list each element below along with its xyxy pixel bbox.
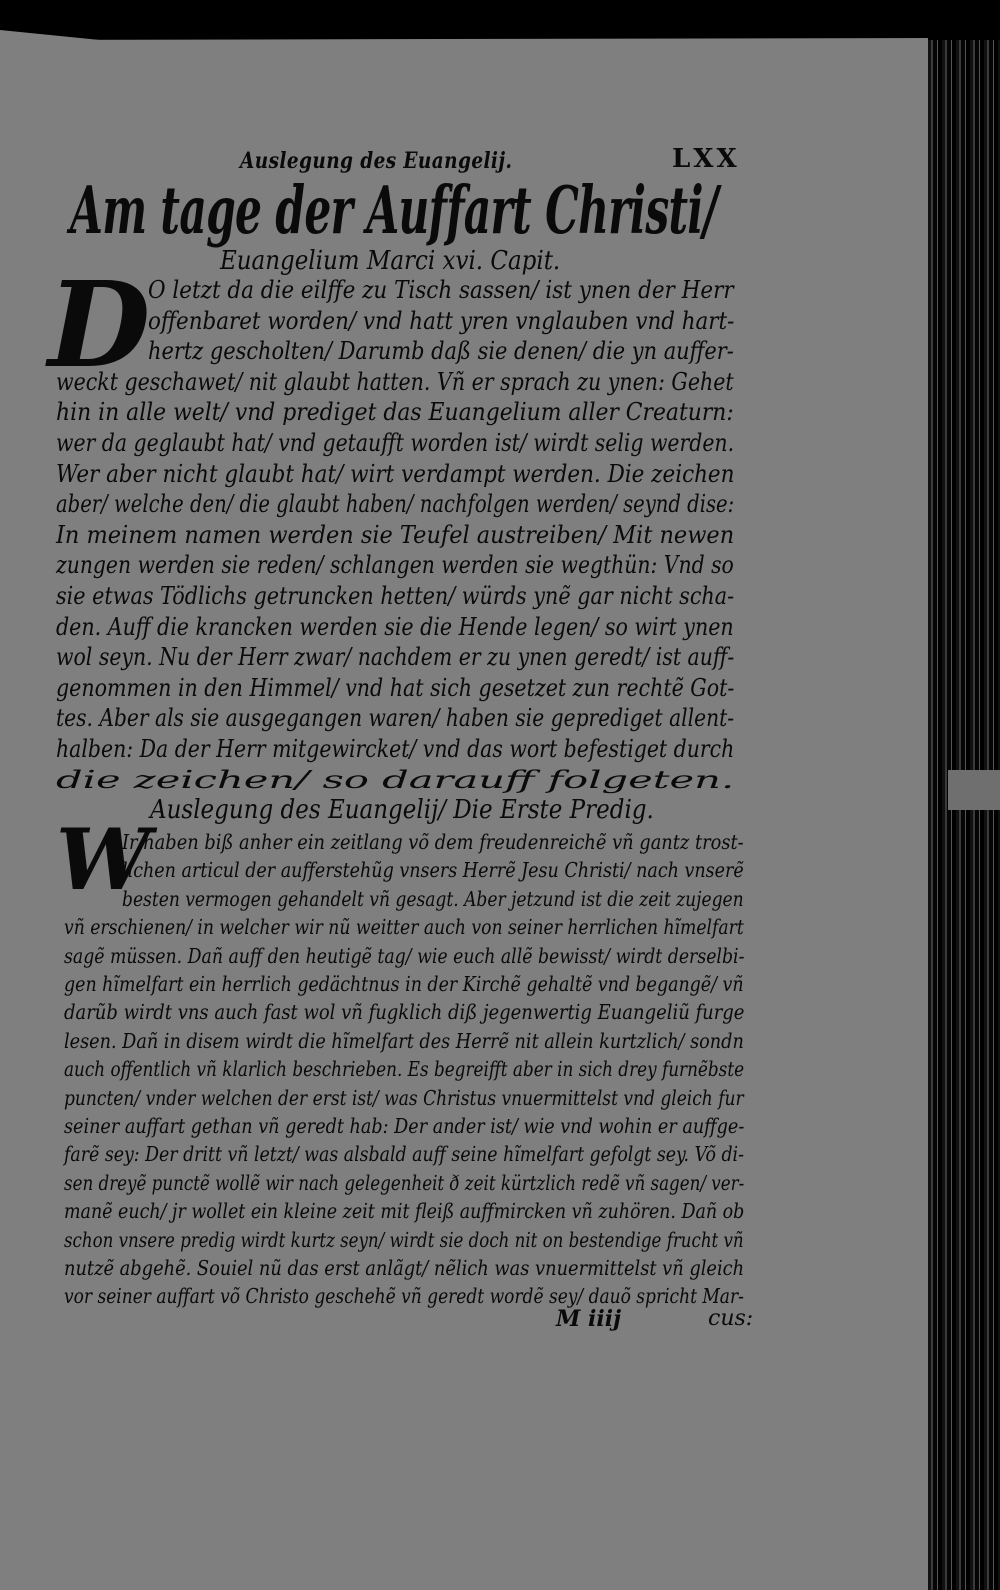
page-block-highlight — [948, 770, 1000, 810]
gospel-line: aber/ welche den/ die glaubt haben/ nachfolgen werden/ seynd dise: — [56, 490, 735, 519]
sermon-line: puncten/ vnder welchen der erst ist/ was Christus vnuermittelst vnd gleich fur — [64, 1085, 744, 1110]
sermon-line: vñ erschienen/ in welcher wir nũ weitter auch von seiner herrlichen hĩmelfart — [64, 915, 744, 940]
sermon-line: auch offentlich vñ klarlich beschrieben. Es begreifft aber in sich drey furnẽbste — [64, 1057, 745, 1082]
sermon-initial: W — [56, 810, 151, 909]
sermon-line: sagẽ müssen. Dañ auff den heutigẽ tag/ wie euch allẽ bewisst/ wirdt derselbi- — [64, 943, 745, 968]
gospel-line: tes. Aber als sie ausgegangen waren/ haben sie geprediget allent- — [56, 704, 735, 733]
gospel-line: weckt geschawet/ nit glaubt hatten. Vñ er sprach zu ynen: Gehet — [56, 367, 734, 396]
sermon-line: manẽ euch/ jr wollet ein kleine zeit mit fleiß auffmircken vñ zuhören. Dañ ob — [64, 1199, 745, 1224]
sermon-line: lesen. Dañ in disem wirdt die hĩmelfart des Herrẽ nit allein kurtzlich/ sondn — [64, 1028, 744, 1053]
gospel-line: In meinem namen werden sie Teufel austreiben/ Mit newen — [56, 520, 735, 549]
gospel-line: den. Auff die krancken werden sie die Hende legen/ so wirt ynen — [56, 612, 734, 641]
sermon-line: lichen articul der aufferstehũg vnsers Herrẽ Jesu Christi/ nach vnserẽ — [122, 858, 744, 883]
sermon-heading: Auslegung des Euangelij/ Die Erste Predig. — [150, 795, 654, 825]
sermon-line: schon vnsere predig wirdt kurtz seyn/ wirdt sie doch nit on bestendige frucht vñ — [64, 1227, 744, 1252]
signature-mark: M iiij — [556, 1306, 622, 1332]
sermon-line: Ir haben biß anher ein zeitlang võ dem freudenreichẽ vñ gantz trost- — [122, 830, 744, 854]
gospel-reference: Euangelium Marci xvi. Capit. — [220, 246, 561, 276]
sermon-line: seiner auffart gethan vñ geredt hab: Der ander ist/ wie vnd wohin er auffge- — [64, 1114, 745, 1138]
page-block-edge — [928, 40, 1000, 1590]
sermon-line: vor seiner auffart võ Christo geschehẽ vñ geredt wordẽ sey/ dauõ spricht Mar- — [64, 1284, 744, 1309]
gospel-line: halben: Da der Herr mitgewircket/ vnd das wort befestiget durch — [56, 735, 735, 763]
gospel-line: Wer aber nicht glaubt hat/ wirt verdampt werden. Die zeichen — [56, 459, 735, 488]
gospel-line: wol seyn. Nu der Herr zwar/ nachdem er zu ynen geredt/ ist auff- — [56, 643, 735, 672]
page-title: Am tage der Auffart Christi/ — [70, 172, 718, 249]
gospel-line: hertz gescholten/ Darumb daß sie denen/ die yn auffer- — [148, 337, 734, 366]
gospel-line: sie etwas Tödlichs getruncken hetten/ würds ynẽ gar nicht scha- — [56, 582, 735, 610]
catchword: cus: — [708, 1306, 754, 1331]
sermon-line: nutzẽ abgehẽ. Souiel nũ das erst anlãgt/ nẽlich was vnuermittelst vñ gleich — [64, 1256, 745, 1280]
running-head: Auslegung des Euangelij. — [240, 148, 513, 174]
gospel-line: offenbaret worden/ vnd hatt yren vnglauben vnd hart- — [148, 306, 735, 335]
gospel-line: hin in alle welt/ vnd prediget das Euangelium aller Creaturn: — [56, 398, 734, 427]
sermon-line: darũb wirdt vns auch fast wol vñ fugklich diß jegenwertig Euangeliũ furge — [64, 1000, 745, 1025]
gospel-line: die zeichen/ so darauff folgeten. — [56, 765, 735, 794]
sermon-line: sen dreyẽ punctẽ wollẽ wir nach gelegenheit ð zeit kürtzlich redẽ vñ sagen/ ver- — [64, 1170, 745, 1195]
gospel-line: O letzt da die eilffe zu Tisch sassen/ ist ynen der Herr — [148, 276, 734, 304]
gospel-initial: D — [48, 255, 151, 394]
gospel-line: zungen werden sie reden/ schlangen werden sie wegthün: Vnd so — [56, 551, 734, 580]
folio-number: LXX — [672, 144, 740, 174]
sermon-line: gen hĩmelfart ein herrlich gedächtnus in der Kirchẽ gehaltẽ vnd begangẽ/ vñ — [64, 972, 744, 996]
gospel-line: wer da geglaubt hat/ vnd getaufft worden ist/ wirdt selig werden. — [56, 429, 735, 457]
gospel-line: genommen in den Himmel/ vnd hat sich gesetzet zun rechtẽ Got- — [56, 673, 735, 702]
sermon-line: besten vermogen gehandelt vñ gesagt. Aber jetzund ist die zeit zujegen — [122, 886, 744, 911]
sermon-line: farẽ sey: Der dritt vñ letzt/ was alsbald auff seine hĩmelfart gefolgt sey. Võ di- — [64, 1142, 744, 1167]
